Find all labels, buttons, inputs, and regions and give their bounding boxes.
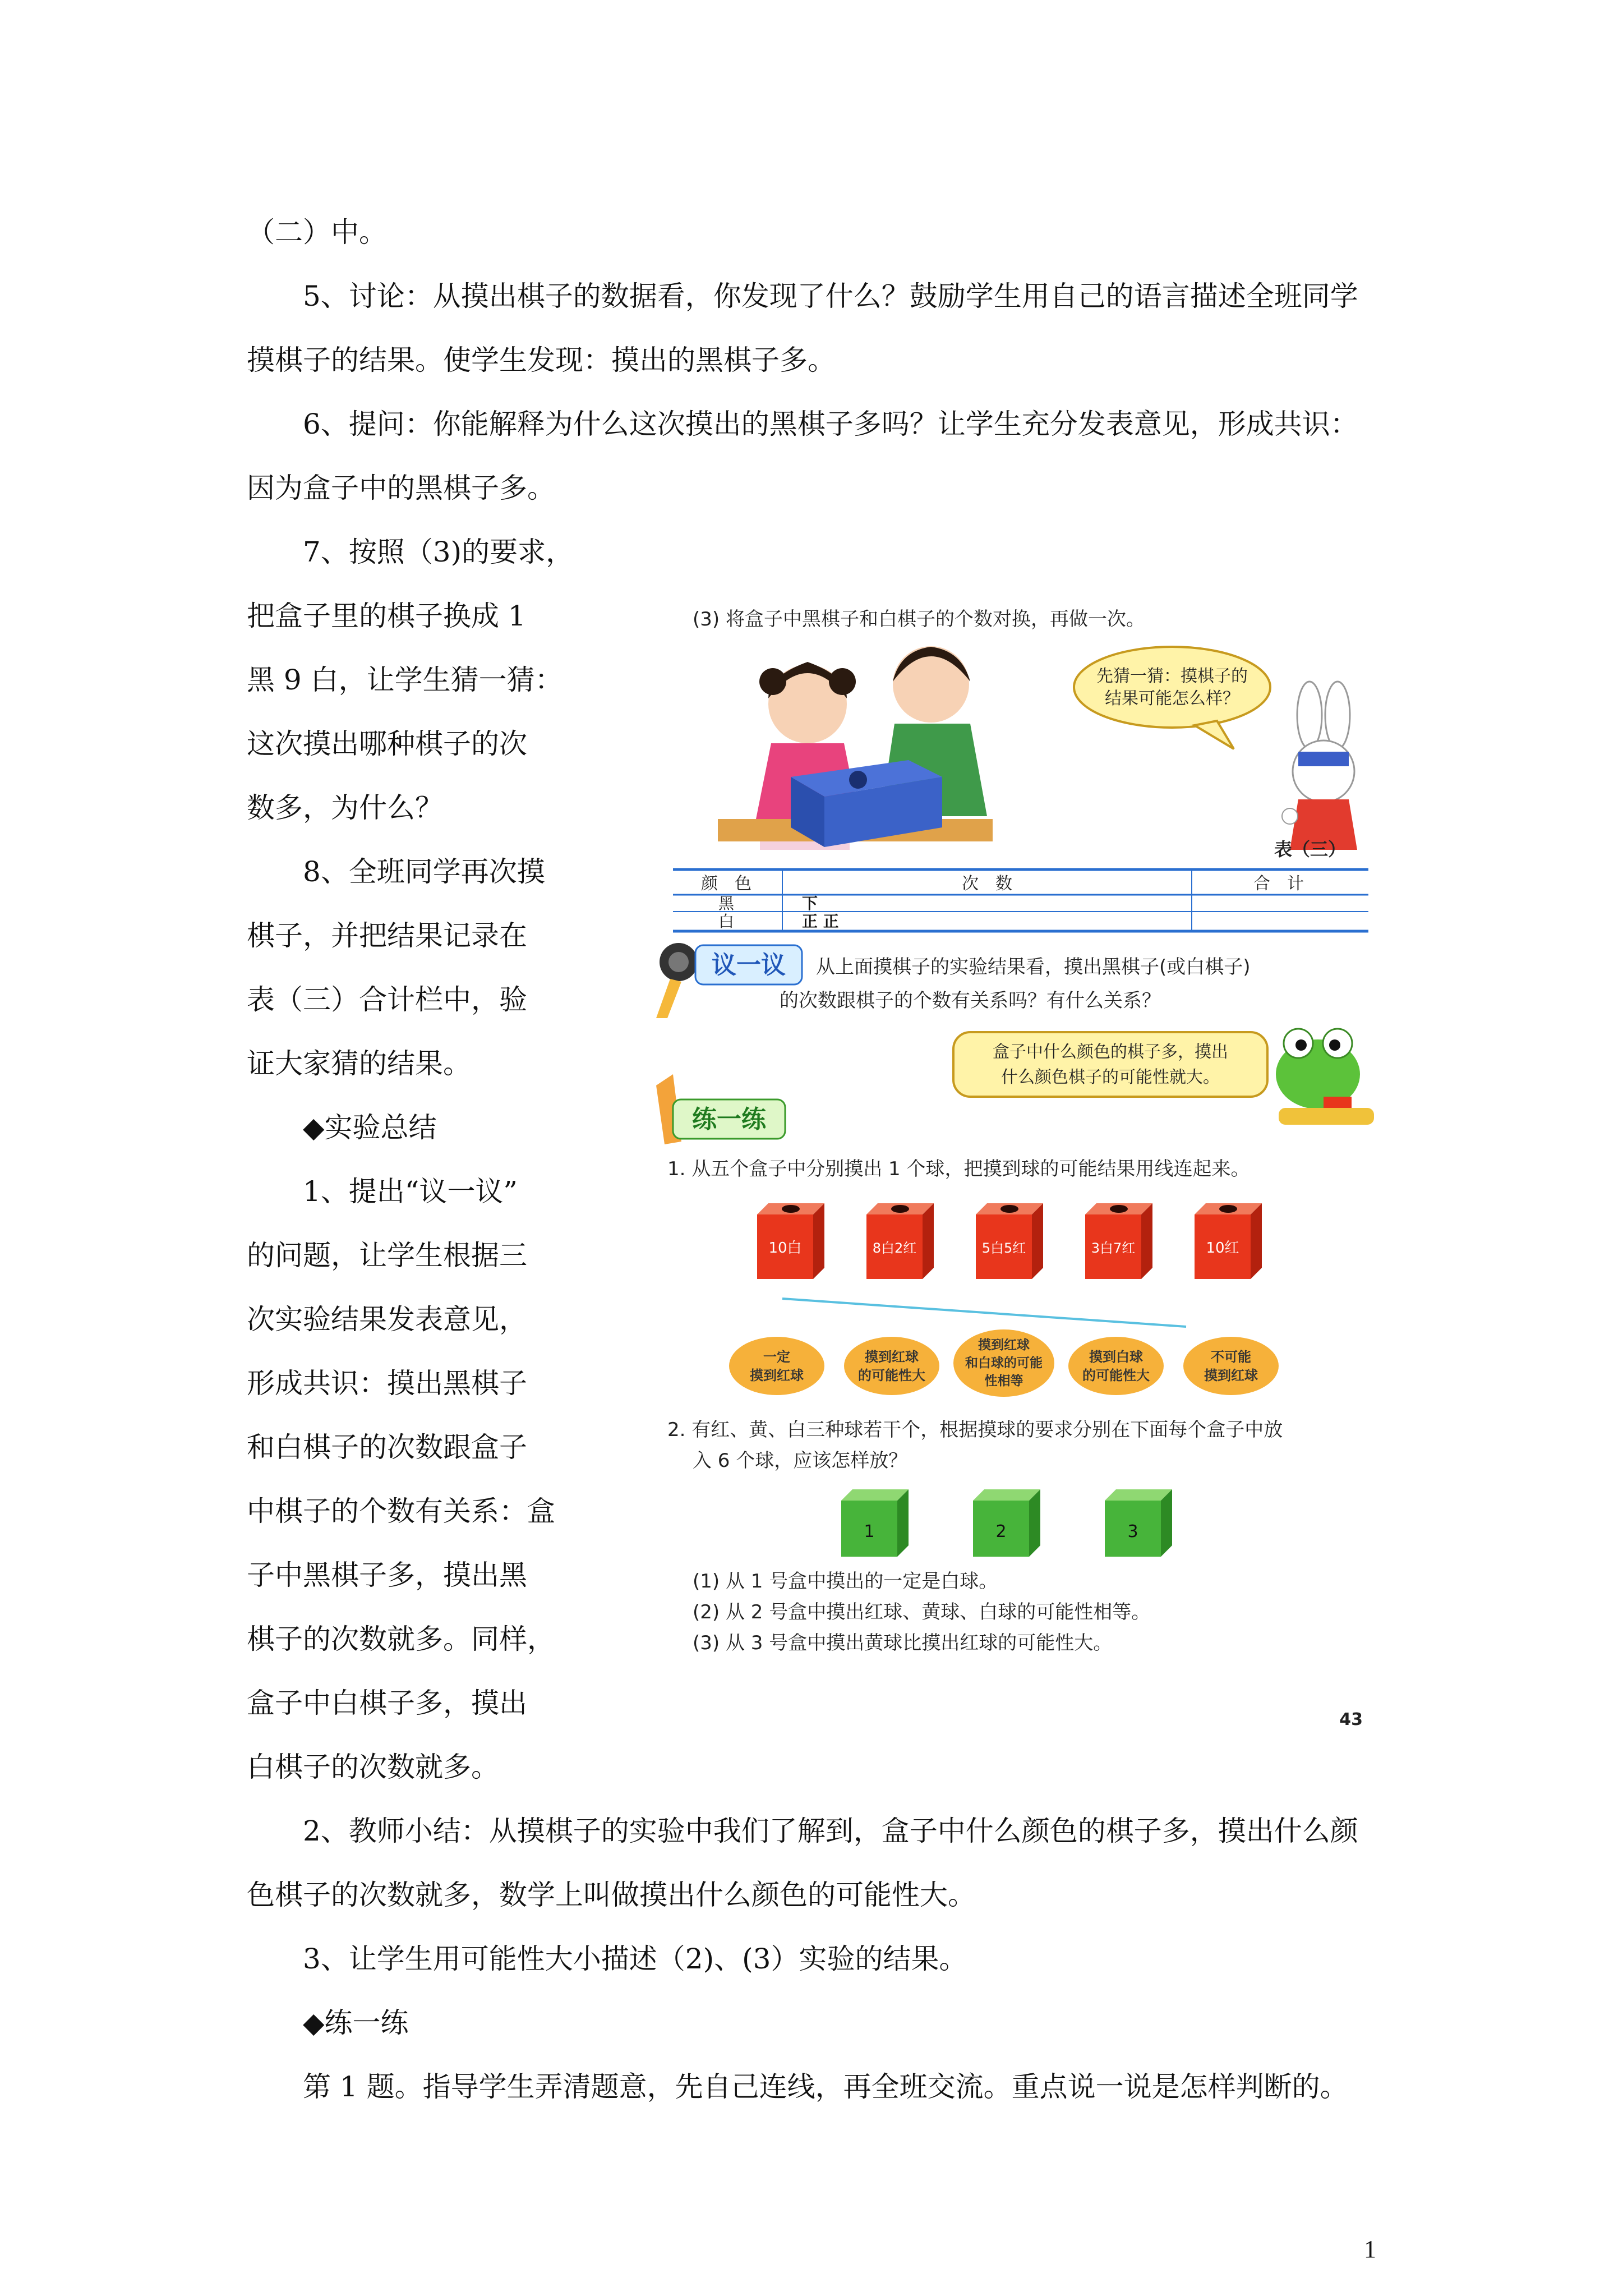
- practice-title: 练一练: [692, 1105, 766, 1134]
- discuss-text-1: 从上面摸棋子的实验结果看，摸出黑棋子(或白棋子): [816, 956, 1251, 978]
- table-row-white-color: 白: [718, 912, 735, 931]
- svg-text:不可能: 不可能: [1211, 1349, 1251, 1365]
- textbook-figure: [639, 592, 1402, 1742]
- col-line-14: 形成共识：摸出黑棋子: [247, 1367, 527, 1400]
- svg-text:和白球的可能: 和白球的可能: [965, 1356, 1043, 1370]
- col-line-1: 7、按照（3)的要求，: [303, 536, 574, 568]
- col-line-18: 棋子的次数就多。同样，: [247, 1623, 555, 1655]
- outcome-oval-3: [953, 1329, 1054, 1397]
- col-line-20: 白棋子的次数就多。: [247, 1751, 499, 1783]
- outcome-oval-4: [1068, 1337, 1164, 1395]
- outcome-oval-1: [729, 1337, 824, 1395]
- svg-text:摸到红球: 摸到红球: [978, 1338, 1030, 1352]
- col-line-3: 黑 9 白，让学生猜一猜：: [247, 664, 563, 696]
- col-line-15: 和白棋子的次数跟盒子: [247, 1431, 527, 1464]
- outcome-oval-5: [1183, 1337, 1279, 1395]
- section-heading-summary: ◆实验总结: [303, 1111, 437, 1144]
- table-row-white-tally: 正 正: [802, 912, 839, 931]
- green-boxes: [841, 1489, 1172, 1557]
- col-line-7: 棋子，并把结果记录在: [247, 919, 527, 952]
- page-number: 1: [1364, 2235, 1376, 2263]
- svg-text:摸到白球: 摸到白球: [1089, 1349, 1143, 1365]
- col-line-5: 数多，为什么？: [247, 792, 443, 824]
- table-header-total: 合 计: [1253, 874, 1304, 894]
- doc-line-6: 2、教师小结：从摸棋子的实验中我们了解到，盒子中什么颜色的棋子多，摸出什么颜: [303, 1815, 1358, 1847]
- bubble-text-1: 先猜一猜：摸棋子的: [1096, 666, 1248, 686]
- doc-line-2: 5、讨论：从摸出棋子的数据看，你发现了什么？鼓励学生用自己的语言描述全班同学: [303, 280, 1358, 312]
- red-box-4-label: 3白7红: [1091, 1240, 1136, 1256]
- col-line-9: 证大家猜的结果。: [247, 1047, 471, 1080]
- col-line-16: 中棋子的个数有关系：盒: [247, 1495, 555, 1527]
- doc-line-5: 因为盒子中的黑棋子多。: [247, 472, 555, 504]
- svg-text:摸到红球: 摸到红球: [750, 1368, 804, 1383]
- speech-bubble: [1074, 647, 1270, 749]
- question-1-text: 1. 从五个盒子中分别摸出 1 个球，把摸到球的可能结果用线连起来。: [667, 1158, 1250, 1180]
- section-heading-practice: ◆练一练: [303, 2007, 409, 2039]
- red-box-2: [866, 1203, 934, 1279]
- col-line-13: 次实验结果发表意见，: [247, 1303, 527, 1336]
- col-line-12: 的问题，让学生根据三: [247, 1239, 527, 1272]
- table-row-black-color: 黑: [718, 894, 735, 913]
- tally-table: [673, 869, 1368, 931]
- question-2-item-3: (3) 从 3 号盒中摸出黄球比摸出红球的可能性大。: [693, 1632, 1113, 1654]
- col-line-8: 表（三）合计栏中，验: [247, 983, 527, 1016]
- discuss-title: 议一议: [712, 951, 786, 979]
- textbook-instruction: (3) 将盒子中黑棋子和白棋子的个数对换，再做一次。: [693, 608, 1145, 631]
- practice-header: [656, 1074, 785, 1144]
- green-box-3: [1105, 1489, 1172, 1557]
- children-illustration: [718, 646, 993, 850]
- frog-bubble-text-1: 盒子中什么颜色的棋子多，摸出: [993, 1042, 1228, 1062]
- svg-text:性相等: 性相等: [984, 1374, 1023, 1388]
- col-line-11: 1、提出“议一议”: [303, 1175, 518, 1208]
- table-header-count: 次 数: [962, 874, 1012, 894]
- red-box-2-label: 8白2红: [872, 1240, 917, 1256]
- green-box-2-label: 2: [995, 1522, 1007, 1542]
- svg-text:摸到红球: 摸到红球: [1204, 1368, 1258, 1383]
- red-box-5-label: 10红: [1206, 1240, 1239, 1257]
- question-2-item-2: (2) 从 2 号盒中摸出红球、黄球、白球的可能性相等。: [693, 1601, 1151, 1623]
- col-line-2: 把盒子里的棋子换成 1: [247, 600, 526, 632]
- doc-line-3: 摸棋子的结果。使学生发现：摸出的黑棋子多。: [247, 344, 836, 376]
- bubble-text-2: 结果可能怎么样？: [1105, 689, 1239, 708]
- svg-text:的可能性大: 的可能性大: [1082, 1368, 1150, 1383]
- col-line-19: 盒子中白棋子多，摸出: [247, 1687, 527, 1719]
- red-box-3: [976, 1203, 1043, 1279]
- frog-bubble-text-2: 什么颜色棋子的可能性就大。: [1001, 1068, 1220, 1087]
- connect-line: [782, 1299, 1186, 1327]
- doc-line-10: 第 1 题。指导学生弄清题意，先自己连线，再全班交流。重点说一说是怎样判断的。: [303, 2070, 1348, 2103]
- discuss-text-2: 的次数跟棋子的个数有关系吗？有什么关系？: [780, 990, 1161, 1012]
- svg-text:一定: 一定: [763, 1349, 790, 1365]
- doc-line-1: （二）中。: [247, 216, 387, 249]
- red-box-3-label: 5白5红: [981, 1240, 1026, 1256]
- col-line-6: 8、全班同学再次摸: [303, 855, 545, 888]
- doc-line-8: 3、让学生用可能性大小描述（2)、(3）实验的结果。: [303, 1943, 967, 1975]
- red-box-5: [1195, 1203, 1262, 1279]
- question-2-item-1: (1) 从 1 号盒中摸出的一定是白球。: [693, 1570, 998, 1593]
- svg-text:的可能性大: 的可能性大: [858, 1368, 925, 1383]
- red-boxes: [757, 1203, 1262, 1279]
- red-box-4: [1085, 1203, 1152, 1279]
- doc-line-7: 色棋子的次数就多，数学上叫做摸出什么颜色的可能性大。: [247, 1879, 976, 1911]
- table-header-color: 颜 色: [701, 874, 751, 894]
- book-page-number: 43: [1339, 1710, 1363, 1729]
- outcome-ovals: [729, 1329, 1279, 1397]
- col-line-4: 这次摸出哪种棋子的次: [247, 728, 527, 760]
- doc-line-4: 6、提问：你能解释为什么这次摸出的黑棋子多吗？让学生充分发表意见，形成共识：: [303, 408, 1358, 440]
- outcome-oval-2: [844, 1337, 939, 1395]
- svg-text:摸到红球: 摸到红球: [865, 1349, 919, 1365]
- red-box-1: [757, 1203, 824, 1279]
- table-caption: 表（三）: [1274, 839, 1346, 860]
- red-box-1-label: 10白: [768, 1240, 802, 1257]
- green-box-2: [973, 1489, 1040, 1557]
- discuss-section: [656, 943, 1251, 1018]
- rabbit-icon: [1282, 682, 1357, 850]
- col-line-17: 子中黑棋子多，摸出黑: [247, 1559, 527, 1591]
- green-box-3-label: 3: [1127, 1522, 1138, 1542]
- table-row-black-tally: 下: [802, 894, 818, 913]
- question-2-text-2: 入 6 个球，应该怎样放？: [693, 1450, 908, 1472]
- frog-icon: [1276, 1029, 1374, 1125]
- green-box-1-label: 1: [864, 1522, 875, 1542]
- green-box-1: [841, 1489, 909, 1557]
- question-2-text-1: 2. 有红、黄、白三种球若干个，根据摸球的要求分别在下面每个盒子中放: [667, 1419, 1283, 1441]
- frog-speech-bubble: [953, 1032, 1267, 1097]
